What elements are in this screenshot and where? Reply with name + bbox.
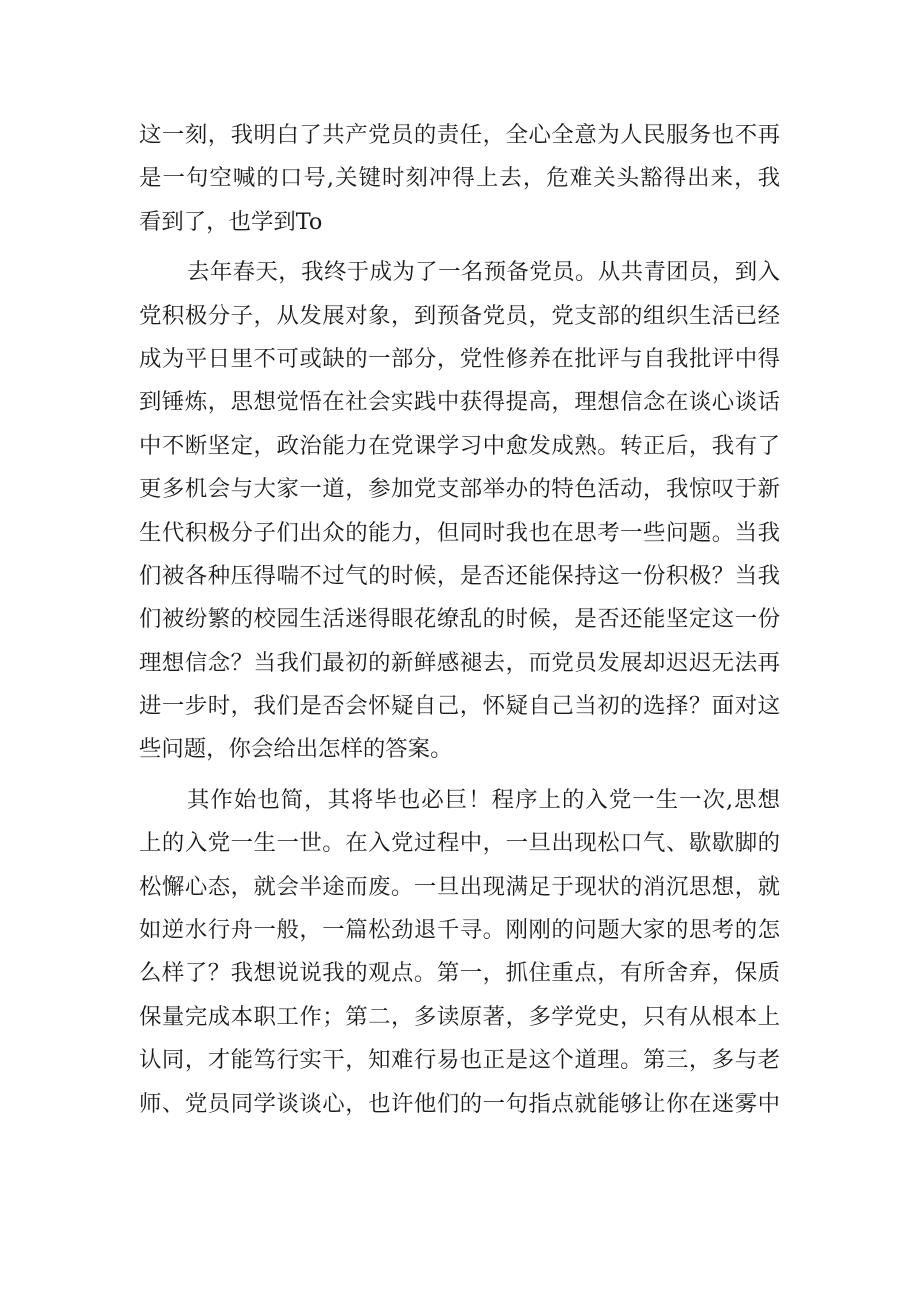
document-body xyxy=(139,114,780,1126)
text-line: 成为平日里不可或缺的一部分，党性修养在批评与自我批评中得 xyxy=(139,345,780,372)
text-line: 松懈心态，就会半途而废。一旦出现满足于现状的消沉思想，就 xyxy=(139,873,780,900)
text-line: 理想信念？当我们最初的新鲜感褪去，而党员发展却迟迟无法再 xyxy=(139,649,780,676)
text-line: 去年春天，我终于成为了一名预备党员。从共青团员，到入 xyxy=(187,259,780,286)
text-line: 进一步时，我们是否会怀疑自己，怀疑自己当初的选择？面对这 xyxy=(139,693,780,720)
text-line: 保量完成本职工作；第二，多读原著，多学党史，只有从根本上 xyxy=(139,1003,780,1030)
text-line: 中不断坚定，政治能力在党课学习中愈发成熟。转正后，我有了 xyxy=(139,432,780,459)
text-line: 认同，才能笃行实干，知难行易也正是这个道理。第三，多与老 xyxy=(139,1047,780,1074)
text-line: 看到了，也学到To xyxy=(139,208,323,235)
paragraph-2 xyxy=(139,251,780,772)
text-line: 如逆水行舟一般，一篇松劲退千寻。刚刚的问题大家的思考的怎 xyxy=(139,917,780,944)
text-line: 生代积极分子们出众的能力，但同时我也在思考一些问题。当我 xyxy=(139,519,780,546)
text-line: 更多机会与大家一道，参加党支部举办的特色活动，我惊叹于新 xyxy=(139,476,780,503)
text-line: 么样了？我想说说我的观点。第一，抓住重点，有所舍弃，保质 xyxy=(139,960,780,987)
text-line: 们被各种压得喘不过气的时候，是否还能保持这一份积极？当我 xyxy=(139,562,780,589)
text-line: 些问题，你会给出怎样的答案。 xyxy=(139,736,453,763)
text-line: 是一句空喊的口号,关键时刻冲得上去，危难关头豁得出来，我 xyxy=(139,165,780,192)
text-line: 党积极分子，从发展对象，到预备党员，党支部的组织生活已经 xyxy=(139,302,780,329)
text-line: 到锤炼，思想觉悟在社会实践中获得提高，理想信念在谈心谈话 xyxy=(139,389,780,416)
text-line: 上的入党一生一世。在入党过程中，一旦出现松口气、歇歇脚的 xyxy=(139,830,780,857)
text-line: 这一刻，我明白了共产党员的责任，全心全意为人民服务也不再 xyxy=(139,122,780,148)
paragraph-3 xyxy=(139,779,780,1126)
text-line: 们被纷繁的校园生活迷得眼花缭乱的时候，是否还能坚定这一份 xyxy=(139,606,780,633)
text-line: 其作始也简，其将毕也必巨！程序上的入党一生一次,思想 xyxy=(187,786,780,813)
paragraph-1 xyxy=(139,114,780,244)
text-line: 师、党员同学谈谈心，也许他们的一句指点就能够让你在迷雾中 xyxy=(139,1090,780,1117)
